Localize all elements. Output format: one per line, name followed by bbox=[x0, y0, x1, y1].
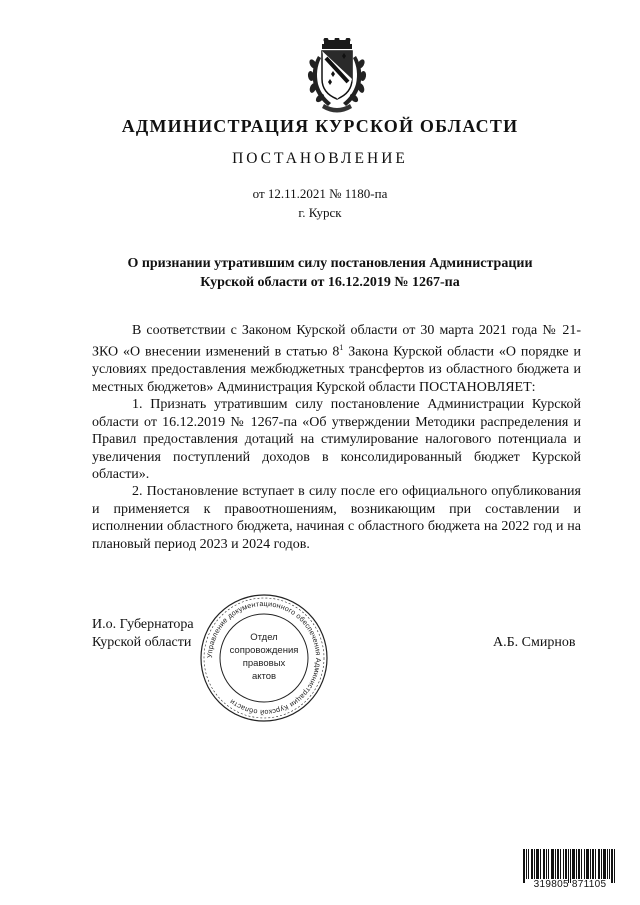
document-type: ПОСТАНОВЛЕНИЕ bbox=[232, 150, 408, 167]
preamble-text-1: В соответствии с Законом Курской области от 30 марта 2021 года № 21-ЗКО «О внесении изменений в статью 8 bbox=[92, 323, 581, 361]
preamble-paragraph bbox=[92, 322, 581, 396]
resolution-item-1: 1. Признать утратившим силу постановление Администрации Курской области от 16.12.2019 № 1267-па «Об утверждении Методики распределения и Правил предоставления дотаций на стимулирование налогового потенциала и увеличения поступлений доходов в консолидированный бюджет Курской области». bbox=[92, 397, 581, 482]
kursk-coat-of-arms-icon bbox=[304, 38, 370, 114]
stamp-center-line-1: Отдел bbox=[250, 632, 278, 643]
subject-line-1: О признании утратившим силу постановления Администрации bbox=[127, 256, 533, 271]
stamp-center-line-3: правовых bbox=[242, 658, 286, 669]
document-city: г. Курск bbox=[298, 205, 342, 220]
document-date-number: от 12.11.2021 № 1180-па bbox=[252, 186, 388, 201]
subject-line-2: Курской области от 16.12.2019 № 1267-па bbox=[200, 275, 460, 290]
stamp-center-line-4: актов bbox=[251, 671, 277, 682]
barcode-icon bbox=[523, 849, 615, 883]
resolution-item-2: 2. Постановление вступает в силу после его официального опубликования и применяется к правоотношениям, возникающим при составлении и исполнении областного бюджета, начиная с областного бюджета на 2022 год и на плановый период 2023 и 2024 годов. bbox=[92, 484, 581, 552]
stamp-center-line-2: сопровождения bbox=[229, 645, 299, 656]
signatory-position-line-2: Курской области bbox=[92, 635, 192, 650]
signatory-position-line-1: И.о. Губернатора bbox=[92, 617, 194, 632]
document-subject bbox=[100, 254, 560, 292]
signatory-name: А.Б. Смирнов bbox=[493, 635, 576, 650]
organization-title: АДМИНИСТРАЦИЯ КУРСКОЙ ОБЛАСТИ bbox=[121, 116, 519, 136]
preamble-superscript: 1 bbox=[339, 343, 344, 353]
stamp-ring-text: Управление документационного обеспечения Администрации Курской области bbox=[204, 598, 324, 718]
official-stamp bbox=[198, 592, 330, 724]
preamble-text-2: Закона Курской области «О порядке и условиях предоставления межбюджетных трансфертов из областного бюджета и местных бюджетов» Администрация Курской области ПОСТАНОВЛЯЕТ: bbox=[92, 345, 581, 395]
barcode-number: 319805 871105 bbox=[533, 879, 607, 890]
document-body bbox=[92, 322, 581, 553]
